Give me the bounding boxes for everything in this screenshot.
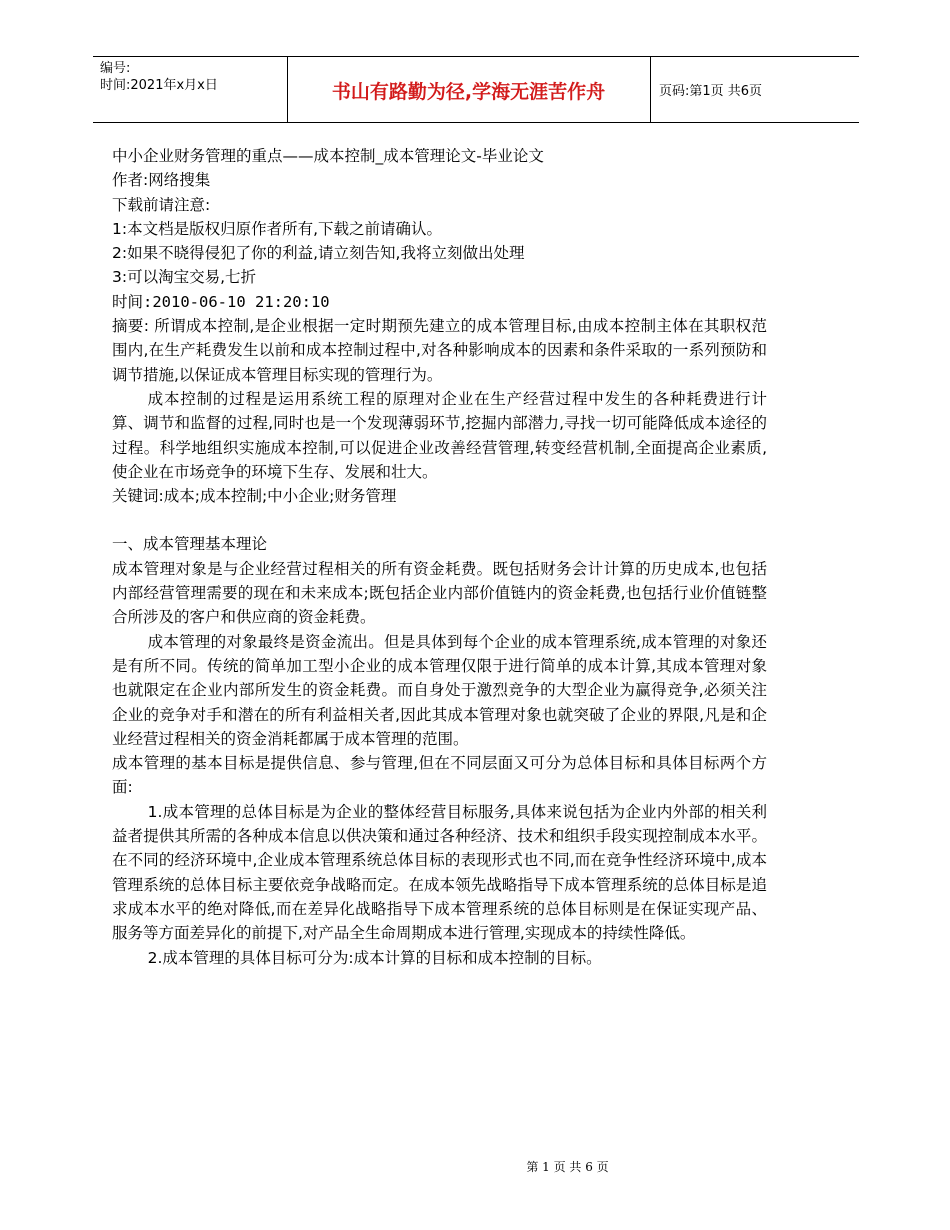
notice-item: 2:如果不晓得侵犯了你的利益,请立刻告知,我将立刻做出处理 (112, 244, 525, 263)
body-paragraph: 成本管理的基本目标是提供信息、参与管理,但在不同层面又可分为总体目标和具体目标两个方面: (112, 754, 767, 797)
document-body (112, 144, 767, 970)
section-heading: 一、成本管理基本理论 (112, 535, 268, 554)
body-paragraph: 成本管理对象是与企业经营过程相关的所有资金耗费。既包括财务会计计算的历史成本,也包括内部经营管理需要的现在和未来成本;既包括企业内部价值链内的资金耗费,也包括行业价值链整合所涉及的客户和供应商的资金耗费。 (112, 559, 767, 627)
notice-heading: 下载前请注意: (112, 195, 211, 214)
header-page-info: 页码:第1页 共6页 (659, 84, 763, 99)
header-divider (650, 57, 651, 122)
page-header (93, 56, 859, 123)
time-label: 时间:2021年x月x日 (100, 78, 218, 93)
doc-title: 中小企业财务管理的重点——成本控制_成本管理论文-毕业论文 (112, 147, 544, 165)
doc-time: 时间:2010-06-10 21:20:10 (112, 292, 330, 311)
list-item: 2.成本管理的具体目标可分为:成本计算的目标和成本控制的目标。 (147, 948, 602, 967)
body-paragraph: 成本管理的对象最终是资金流出。但是具体到每个企业的成本管理系统,成本管理的对象还是有所不同。传统的简单加工型小企业的成本管理仅限于进行简单的成本计算,其成本管理对象也就限定在企业内部所发生的资金耗费。而自身处于激烈竞争的大型企业为赢得竞争,必须关注企业的竞争对手和潜在的所有利益相关者,因此其成本管理对象也就突破了企业的界限,凡是和企业经营过程相关的资金消耗都属于成本管理的范围。 (112, 632, 767, 748)
page-footer: 第 1 页 共 6 页 (526, 1160, 609, 1174)
doc-author: 作者:网络搜集 (112, 171, 211, 190)
abstract-paragraph: 摘要: 所谓成本控制,是企业根据一定时期预先建立的成本管理目标,由成本控制主体在其职权范围内,在生产耗费发生以前和成本控制过程中,对各种影响成本的因素和条件采取的一系列预防和调节措施,以保证成本管理目标实现的管理行为。 (112, 317, 767, 384)
abstract-paragraph-2: 成本控制的过程是运用系统工程的原理对企业在生产经营过程中发生的各种耗费进行计算、调节和监督的过程,同时也是一个发现薄弱环节,挖掘内部潜力,寻找一切可能降低成本途径的过程。科学地组织实施成本控制,可以促进企业改善经营管理,转变经营机制,全面提高企业素质,使企业在市场竞争的环境下生存、发展和壮大。 (112, 389, 767, 481)
spacer (112, 508, 767, 532)
keywords: 关键词:成本;成本控制;中小企业;财务管理 (112, 487, 397, 506)
header-motto: 书山有路勤为径,学海无涯苦作舟 (331, 81, 606, 103)
header-meta (100, 60, 218, 94)
notice-item: 3:可以淘宝交易,七折 (112, 268, 257, 287)
notice-item: 1:本文档是版权归原作者所有,下载之前请确认。 (112, 219, 443, 238)
number-label: 编号: (100, 61, 131, 76)
list-item: 1.成本管理的总体目标是为企业的整体经营目标服务,具体来说包括为企业内外部的相关利益者提供其所需的各种成本信息以供决策和通过各种经济、技术和组织手段实现控制成本水平。在不同的经济环境中,企业成本管理系统总体目标的表现形式也不同,而在竞争性经济环境中,成本管理系统的总体目标主要依竞争战略而定。在成本领先战略指导下成本管理系统的总体目标是追求成本水平的绝对降低,而在差异化战略指导下成本管理系统的总体目标则是在保证实现产品、服务等方面差异化的前提下,对产品全生命周期成本进行管理,实现成本的持续性降低。 (112, 802, 767, 943)
